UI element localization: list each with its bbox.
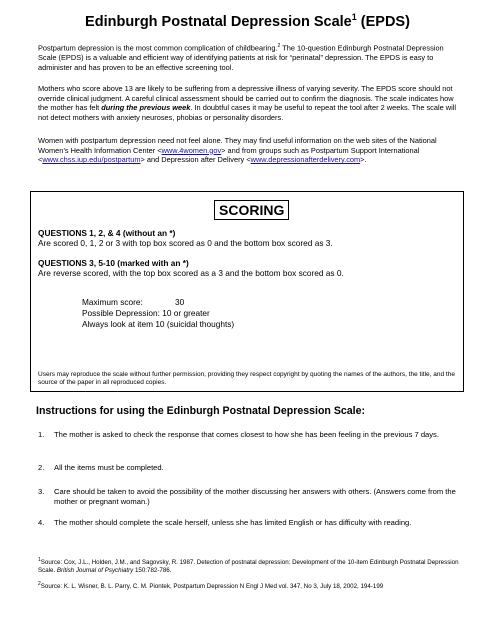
instruction-item: 1. The mother is asked to check the response that comes closest to how she has been feeling in the previous 7 days. (38, 430, 439, 439)
possible-depression-line: Possible Depression: 10 or greater (82, 308, 210, 318)
questions-3-5-10-heading: QUESTIONS 3, 5-10 (marked with an *) (38, 258, 189, 268)
score-guidance-paragraph: Mothers who score above 13 are likely to be suffering from a depressive illness of varying severity. The EPDS score should not override clinical judgment. A careful clinical assessment should be carried out to confirm the diagnosis. The scale indicates how the mother has felt during the previous week. In doubtful cases it may be useful to repeat the tool after 2 weeks. The scale will not detect mothers with anxiety neuroses, phobias or personality disorders. (38, 84, 457, 122)
questions-1-2-4-text: Are scored 0, 1, 2 or 3 with top box scored as 0 and the bottom box scored as 3. (38, 238, 333, 248)
item-10-note: Always look at item 10 (suicidal thoughts) (82, 319, 235, 329)
permission-note: Users may reproduce the scale without further permission, providing they respect copyright by quoting the names of the authors, the title, and the source of the paper in all reproduced copies. (38, 371, 455, 387)
instruction-item: 3. Care should be taken to avoid the possibility of the mother discussing her answers with others. (Answers come from the mother or pregnant woman.) (38, 487, 456, 506)
maximum-score-line: Maximum score: 30 (82, 297, 185, 307)
page-title: Edinburgh Postnatal Depression Scale$^1$ (EPDS) (85, 12, 410, 30)
resources-paragraph: Women with postpartum depression need not feel alone. They may find useful information on the web sites of the National Women’s Health Information Center <www.4women.gov> and from groups such as Postpartum Support International <www.chss.iup.edu/postpartum> and Depression after Delivery <www.depressionafterdelivery.com>. (38, 136, 437, 165)
link-depression-after-delivery[interactable]: www.depressionafterdelivery.com (250, 155, 361, 165)
scoring-box (30, 191, 464, 392)
questions-3-5-10-text: Are reverse scored, with the top box scored as a 3 and the bottom box scored as 0. (38, 268, 344, 278)
footnote-1: $^1$Source: Cox, J.L., Holden, J.M., and Sagovsky, R. 1987. Detection of postnatal depression: Development of the 10-item Edinburgh Postnatal Depression Scale. British Journal of Psychiatry 150:782-786. (38, 557, 459, 575)
instruction-item: 2. All the items must be completed. (38, 463, 164, 472)
instruction-item: 4. The mother should complete the scale herself, unless she has limited English or has difficulty with reading. (38, 518, 412, 527)
link-postpartum-support[interactable]: www.chss.iup.edu/postpartum (42, 155, 141, 165)
link-4women[interactable]: www.4women.gov (161, 145, 222, 155)
scoring-heading: SCORING (214, 200, 289, 220)
footnote-2: $^2$Source: K. L. Wisner, B. L. Parry, C. M. Piontek, Postpartum Depression N Engl J Med vol. 347, No 3, July 18, 2002, 194-199 (38, 581, 384, 591)
intro-paragraph: Postpartum depression is the most common complication of childbearing.$^2$ The 10-question Edinburgh Postnatal Depression Scale (EPDS) is a valuable and efficient way of identifying patients at risk for “perinatal” depression. The EPDS is easy to administer and has proven to be an effective screening tool. (38, 43, 444, 72)
questions-1-2-4-heading: QUESTIONS 1, 2, & 4 (without an *) (38, 228, 176, 238)
instructions-heading: Instructions for using the Edinburgh Postnatal Depression Scale: (36, 405, 366, 417)
